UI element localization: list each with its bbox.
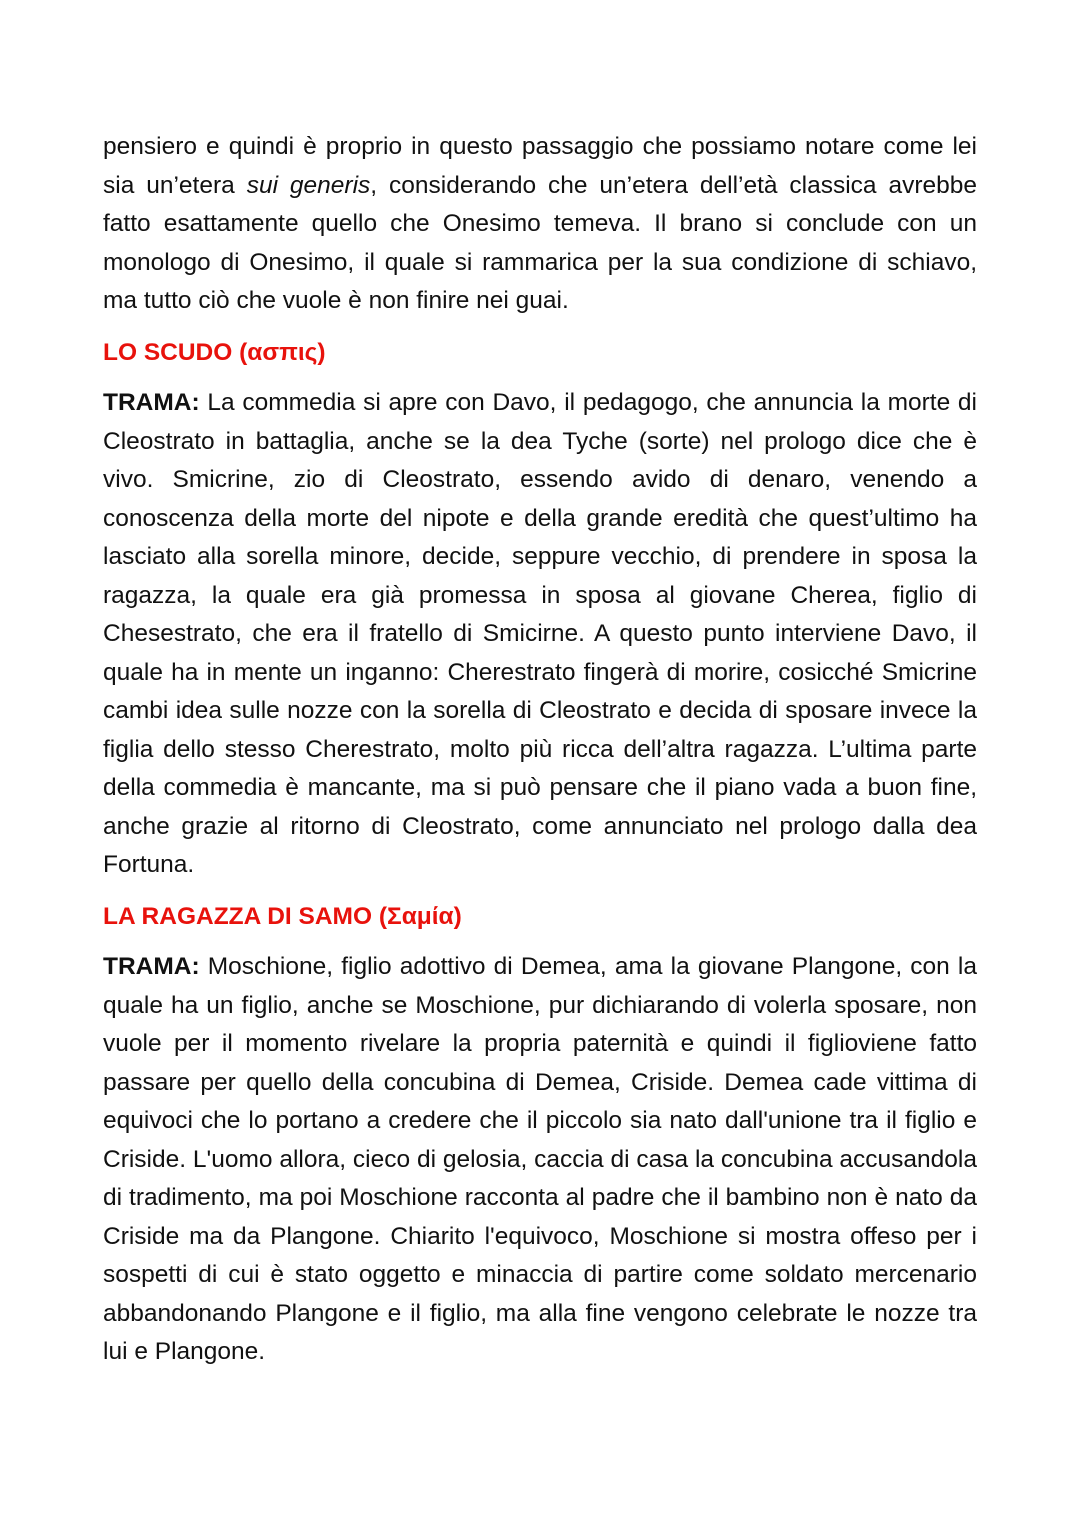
intro-paragraph — [103, 128, 977, 321]
section-title-samia: LA RAGAZZA DI SAMO (Σαμία) — [103, 902, 462, 930]
section-paragraph-samia — [103, 948, 977, 1372]
section-title-scudo: LO SCUDO (ασπις) — [103, 338, 326, 366]
section-paragraph-scudo — [103, 384, 977, 885]
intro-italic-phrase: sui generis — [246, 171, 371, 199]
intro-text-end: , considerando che un’etera dell’età classica avrebbe fatto esattamente quello che Onesimo temeva. Il brano si conclude con un monologo di Onesimo, il quale si rammarica per la sua condizione di schiavo, ma tutto ciò che vuole è non finire nei guai. — [103, 171, 978, 314]
document-page — [103, 128, 977, 1372]
trama-label: TRAMA: — [103, 953, 200, 980]
intro-text-start: pensiero e quindi è proprio in questo passaggio che possiamo notare come lei sia un’etera — [103, 133, 977, 199]
section-text: La commedia si apre con Davo, il pedagogo, che annuncia la morte di Cleostrato in battaglia, anche se la dea Tyche (sorte) nel prologo dice che è vivo. Smicrine, zio di Cleostrato, essendo avido di denaro, venendo a conoscenza della morte del nipote e della grande eredità che quest’ultimo ha lasciato alla sorella minore, decide, seppure vecchio, di prendere in sposa la ragazza, la quale era già promessa in sposa al giovane Cherea, figlio di Chesestrato, che era il fratello di Smicirne. A questo punto interviene Davo, il quale ha in mente un inganno: Cherestrato fingerà di morire, cosicché Smicrine cambi idea sulle nozze con la sorella di Cleostrato e decida di sposare invece la figlia dello stesso Cherestrato, molto più ricca dell’altra ragazza. L’ultima parte della commedia è mancante, ma si può pensare che il piano vada a buon fine, anche grazie al ritorno di Cleostrato, come annunciato nel prologo dalla dea Fortuna. — [103, 389, 977, 878]
section-text: Moschione, figlio adottivo di Demea, ama la giovane Plangone, con la quale ha un figlio, anche se Moschione, pur dichiarando di volerla sposare, non vuole per il momento rivelare la propria paternità e quindi il figlioviene fatto passare per quello della concubina di Demea, Criside. Demea cade vittima di equivoci che lo portano a credere che il piccolo sia nato dall'unione tra il figlio e Criside. L'uomo allora, cieco di gelosia, caccia di casa la concubina accusandola di tradimento, ma poi Moschione racconta al padre che il bambino non è nato da Criside ma da Plangone. Chiarito l'equivoco, Moschione si mostra offeso per i sospetti di cui è stato oggetto e minaccia di partire come soldato mercenario abbandonando Plangone e il figlio, ma alla fine vengono celebrate le nozze tra lui e Plangone. — [103, 953, 977, 1365]
trama-label: TRAMA: — [103, 389, 200, 416]
